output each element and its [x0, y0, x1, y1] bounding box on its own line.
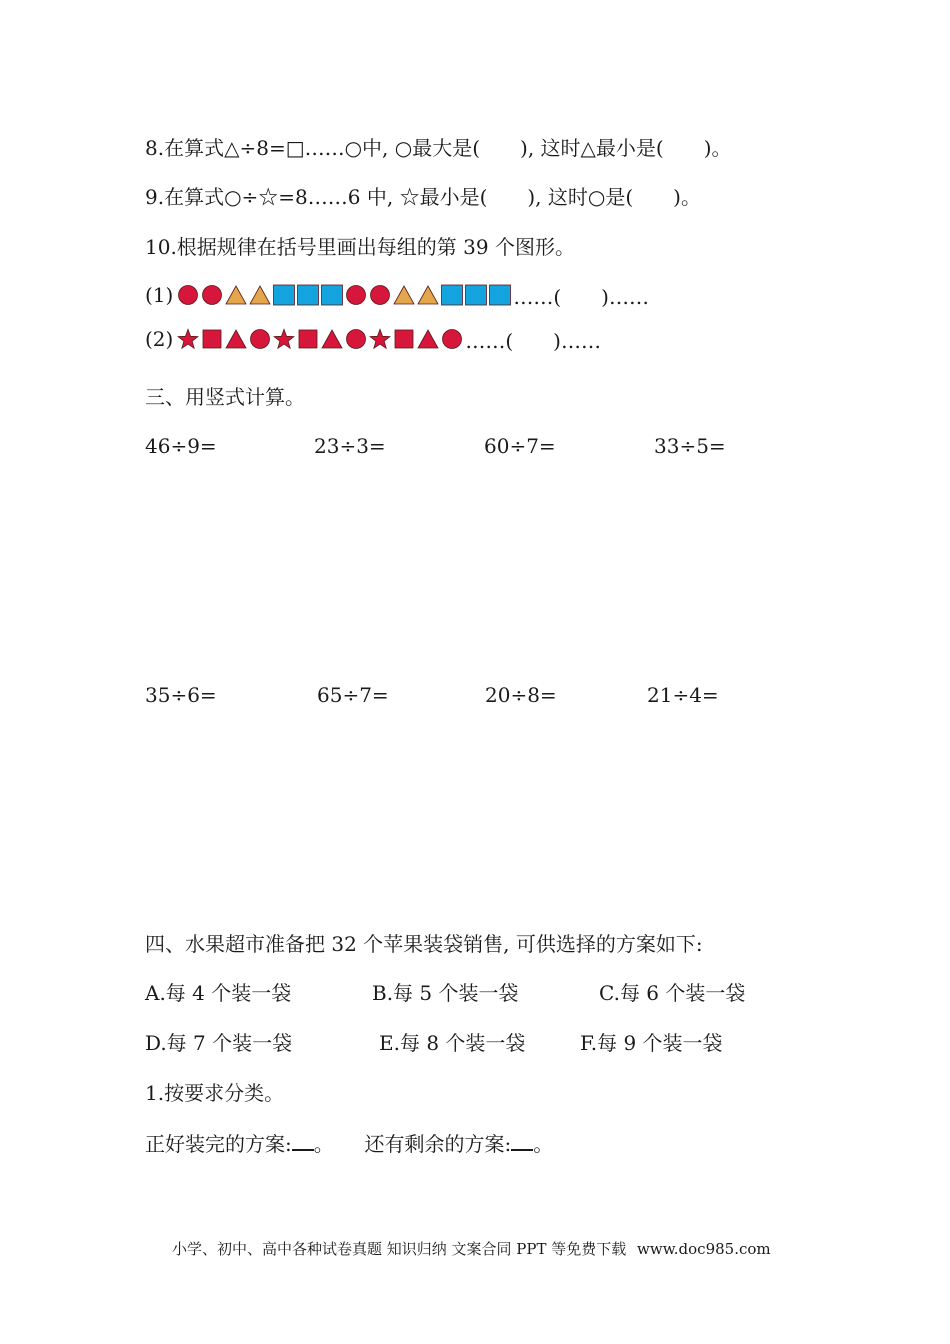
option-e: E.每 8 个装一袋	[379, 1031, 526, 1055]
footer-url[interactable]: www.doc985.com	[637, 1240, 771, 1258]
option-d: D.每 7 个装一袋	[145, 1031, 293, 1055]
footer-text: 小学、初中、高中各种试卷真题 知识归纳 文案合同 PPT 等免费下载	[172, 1240, 627, 1258]
red-triangle-icon	[417, 328, 439, 350]
calc-item: 33÷5=	[654, 434, 726, 458]
red-square-icon	[297, 328, 319, 350]
red-star-icon	[177, 328, 199, 350]
classify-label-a: 正好装完的方案:	[145, 1132, 292, 1156]
orange-triangle-icon	[393, 284, 415, 306]
red-square-icon	[393, 328, 415, 350]
pattern-row-2	[145, 325, 601, 353]
option-a: A.每 4 个装一袋	[145, 981, 292, 1005]
pattern-shapes	[177, 328, 465, 350]
question-10: 10.根据规律在括号里画出每组的第 39 个图形。	[145, 235, 575, 259]
question-9: 9.在算式○÷☆=8……6 中, ☆最小是( ), 这时○是( )。	[145, 185, 701, 209]
answer-blank-b[interactable]	[511, 1131, 533, 1151]
pattern-label: (2)	[145, 327, 174, 351]
blue-square-icon	[321, 284, 343, 306]
orange-triangle-icon	[417, 284, 439, 306]
blue-square-icon	[441, 284, 463, 306]
classify-line	[145, 1130, 553, 1158]
classify-end-a: 。	[313, 1132, 334, 1156]
orange-triangle-icon	[225, 284, 247, 306]
red-circle-icon	[249, 328, 271, 350]
answer-blank-a[interactable]	[292, 1131, 314, 1151]
pattern-label: (1)	[145, 283, 174, 307]
calc-item: 65÷7=	[317, 683, 389, 707]
red-circle-icon	[345, 284, 367, 306]
red-triangle-icon	[225, 328, 247, 350]
red-square-icon	[201, 328, 223, 350]
footer	[172, 1238, 777, 1259]
question-8: 8.在算式△÷8=□……○中, ○最大是( ), 这时△最小是( )。	[145, 136, 732, 160]
blue-square-icon	[273, 284, 295, 306]
calc-item: 60÷7=	[484, 434, 556, 458]
option-f: F.每 9 个装一袋	[580, 1031, 723, 1055]
red-circle-icon	[369, 284, 391, 306]
sub-question-1: 1.按要求分类。	[145, 1081, 285, 1105]
red-circle-icon	[441, 328, 463, 350]
pattern-row-1	[145, 281, 649, 309]
calc-item: 46÷9=	[145, 434, 217, 458]
classify-end-b: 。	[533, 1132, 554, 1156]
orange-triangle-icon	[249, 284, 271, 306]
option-b: B.每 5 个装一袋	[372, 981, 519, 1005]
calc-item: 23÷3=	[314, 434, 386, 458]
calc-item: 35÷6=	[145, 683, 217, 707]
red-star-icon	[273, 328, 295, 350]
blue-square-icon	[297, 284, 319, 306]
red-circle-icon	[201, 284, 223, 306]
classify-label-b: 还有剩余的方案:	[364, 1132, 512, 1156]
red-circle-icon	[177, 284, 199, 306]
blue-square-icon	[465, 284, 487, 306]
red-triangle-icon	[321, 328, 343, 350]
option-c: C.每 6 个装一袋	[599, 981, 746, 1005]
blue-square-icon	[489, 284, 511, 306]
red-star-icon	[369, 328, 391, 350]
pattern-shapes	[177, 284, 513, 306]
pattern-answer: ……( )……	[465, 328, 601, 353]
section-3-heading: 三、用竖式计算。	[145, 385, 305, 409]
pattern-answer: ……( )……	[513, 284, 649, 309]
red-circle-icon	[345, 328, 367, 350]
section-4-heading: 四、水果超市准备把 32 个苹果装袋销售, 可供选择的方案如下:	[145, 932, 703, 956]
calc-item: 20÷8=	[485, 683, 557, 707]
calc-item: 21÷4=	[647, 683, 719, 707]
